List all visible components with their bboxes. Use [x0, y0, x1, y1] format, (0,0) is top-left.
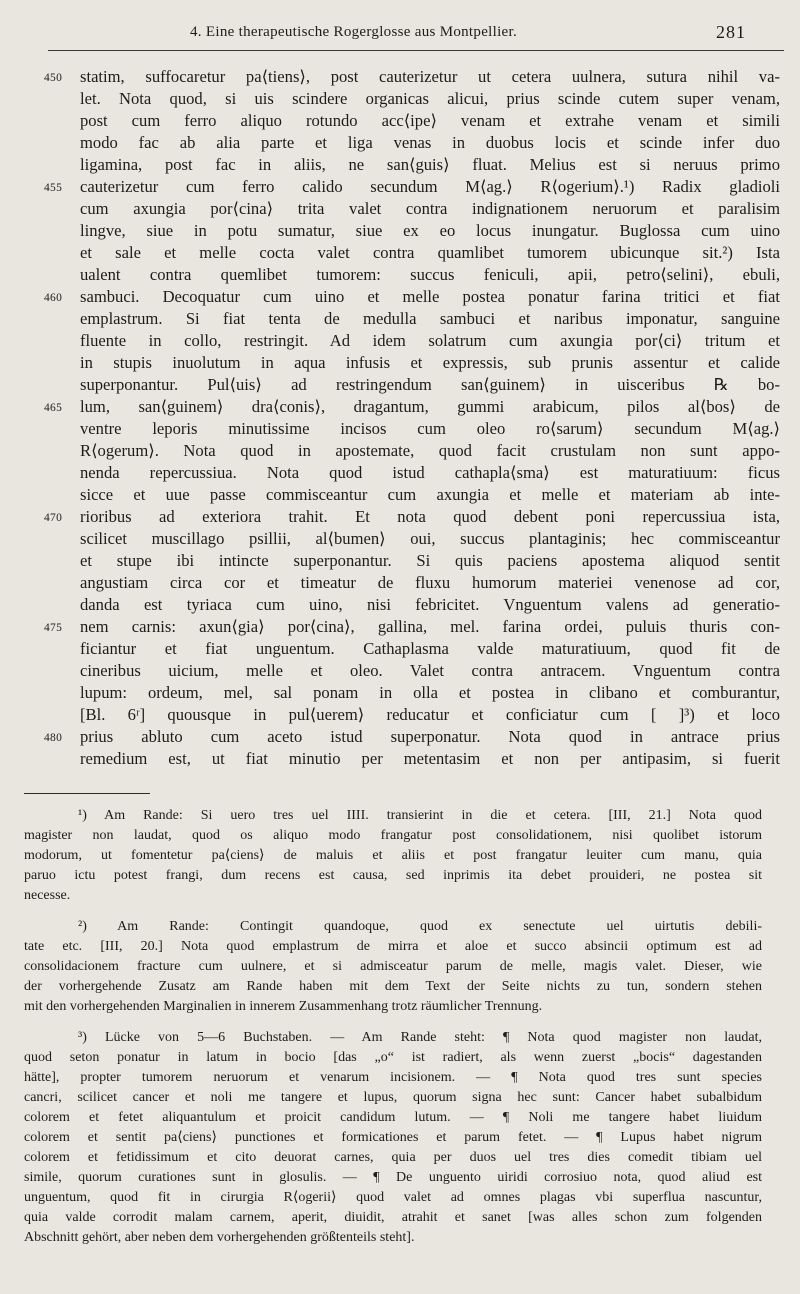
footnote-line: Abschnitt gehört, aber neben dem vorhergehenden größtenteils steht].	[24, 1230, 415, 1245]
line-text: sicce et uue passe commisceantur cum axungia et melle et materiam ab inte-	[80, 485, 780, 504]
footnote-line: mit den vorhergehenden Marginalien in innerem Zusammenhang trotz räumlicher Trennung.	[24, 999, 543, 1014]
text-line	[44, 616, 780, 638]
text-line	[80, 308, 780, 330]
line-text: prius abluto cum aceto istud superponatur. Nota quod in antrace prius	[80, 727, 780, 746]
page-number: 281	[716, 22, 746, 42]
footnote-rule	[24, 793, 150, 794]
text-line	[80, 198, 780, 220]
footnote-line: modorum, ut fomentetur pa⟨ciens⟩ de maluis et aliis et post frangatur leuiter cum manu, quia	[24, 848, 762, 863]
line-text: superponantur. Pul⟨uis⟩ ad restringendum san⟨guinem⟩ in uisceribus ℞ bo-	[80, 375, 780, 394]
footnote-line: tate etc. [III, 20.] Nota quod emplastrum de mirra et aloe et succo absincii optimum est ad	[24, 939, 762, 954]
text-line	[80, 528, 780, 550]
line-text: et sale et melle cocta valet contra quamlibet tumorem ubicunque sit.²) Ista	[80, 243, 780, 262]
line-text: in stupis inuolutum in aqua infusis et expressis, sub prunis assentur et calide	[80, 353, 780, 372]
line-text: lupum: ordeum, mel, sal ponam in olla et postea in clibano et comburantur,	[80, 683, 780, 702]
footnote-line: consolidacionem fracture cum uulnere, et si admisceatur parum de melle, magis valet. Dieser, wie	[24, 959, 762, 974]
footnote-fn1	[24, 806, 762, 906]
running-head: 4. Eine therapeutische Rogerglosse aus Montpellier.	[190, 24, 518, 40]
line-text: rioribus ad exteriora trahit. Et nota quod debent poni repercussiua ista,	[80, 507, 780, 526]
text-line	[80, 594, 780, 616]
line-text: fluente in collo, restringit. Ad idem solatrum cum axungia por⟨ci⟩ tritum et	[80, 331, 780, 350]
line-text: ualent contra quemlibet tumorem: succus feniculi, apii, petro⟨selini⟩, ebuli,	[80, 265, 780, 284]
footnote-line: ¹) Am Rande: Si uero tres uel IIII. transierint in die et cetera. [III, 21.] Nota quod	[78, 808, 762, 823]
line-text: et stupe ibi intincte superponantur. Si quis paciens apostema aliquod sentit	[80, 551, 780, 570]
header-rule	[48, 50, 784, 51]
footnotes	[24, 806, 762, 1259]
footnote-line: simile, quorum curationes sunt in glosulis. — ¶ De unguento uiridi corrosiuo nota, quod aliud est	[24, 1170, 762, 1185]
text-line	[80, 132, 780, 154]
footnote-fn2	[24, 917, 762, 1017]
footnote-line: paruo ictu potest frangi, dum recens est causa, sed inprimis ita debet prouideri, ne postea sit	[24, 868, 762, 883]
footnote-line: ²) Am Rande: Contingit quandoque, quod ex senectute uel uirtutis debili-	[78, 919, 762, 934]
line-text: ligamina, post fac in aliis, ne san⟨guis⟩ fluat. Melius est si neruus primo	[80, 155, 780, 174]
footnote-line: colorem et sentit pa⟨ciens⟩ punctiones et formicationes et parum fetet. — ¶ Lupus habet nigrum	[24, 1130, 762, 1145]
text-line	[80, 264, 780, 286]
footnote-fn3	[24, 1028, 762, 1248]
text-line	[80, 572, 780, 594]
line-text: remedium est, ut fiat minutio per metentasim et non per antipasim, si fuerit	[80, 749, 780, 768]
text-line	[44, 396, 780, 418]
text-line	[80, 704, 780, 726]
line-number: 470	[44, 512, 63, 524]
line-text: [Bl. 6ʳ] quousque in pul⟨uerem⟩ reducatur et conficiatur cum [ ]³) et loco	[80, 705, 780, 724]
text-line	[80, 220, 780, 242]
text-line	[80, 550, 780, 572]
line-text: statim, suffocaretur pa⟨tiens⟩, post cauterizetur ut cetera uulnera, sutura nihil va-	[80, 67, 780, 86]
line-text: danda est tyriaca cum uino, nisi febricitet. Vnguentum valens ad generatio-	[80, 595, 780, 614]
line-text: cum axungia por⟨cina⟩ trita valet contra indignationem neruorum et paralisim	[80, 199, 780, 218]
line-number: 450	[44, 72, 63, 84]
main-text	[44, 66, 780, 770]
line-number: 465	[44, 402, 63, 414]
footnote-line: necesse.	[24, 888, 71, 903]
text-line	[44, 506, 780, 528]
text-line	[80, 660, 780, 682]
footnote-line: quod seton ponatur in latum in bocio [das „o“ ist radiert, als wenn zuerst „bocis“ dagestanden	[24, 1050, 762, 1065]
line-text: ficiantur et fiat unguentum. Cathaplasma valde maturatiuum, quod fit de	[80, 639, 780, 658]
text-line	[80, 374, 780, 396]
line-number: 460	[44, 292, 63, 304]
line-number: 480	[44, 732, 63, 744]
line-text: lingve, siue in potu sumatur, siue ex eo locus inungatur. Buglossa cum uino	[80, 221, 780, 240]
text-line	[44, 66, 780, 88]
text-line	[44, 286, 780, 308]
line-text: R⟨ogerum⟩. Nota quod in apostemate, quod facit crustulam non sunt appo-	[80, 441, 780, 460]
text-line	[80, 154, 780, 176]
line-text: post cum ferro aliquo rotundo acc⟨ipe⟩ venam et extrahe venam et simili	[80, 111, 780, 130]
text-line	[80, 88, 780, 110]
text-line	[80, 352, 780, 374]
text-line	[44, 176, 780, 198]
footnote-line: ³) Lücke von 5—6 Buchstaben. — Am Rande steht: ¶ Nota quod magister non laudat,	[78, 1030, 762, 1045]
footnote-line: magister non laudat, quod os aliquo modo frangatur post consolidationem, nisi quolibet istorum	[24, 828, 762, 843]
page-header	[0, 24, 800, 48]
line-text: cauterizetur cum ferro calido secundum M⟨ag.⟩ R⟨ogerium⟩.¹) Radix gladioli	[80, 177, 780, 196]
line-text: let. Nota quod, si uis scindere organicas alicui, prius scinde cutem super venam,	[80, 89, 780, 108]
text-line	[80, 638, 780, 660]
text-line	[80, 682, 780, 704]
text-line	[80, 440, 780, 462]
line-text: lum, san⟨guinem⟩ dra⟨conis⟩, dragantum, gummi arabicum, pilos al⟨bos⟩ de	[80, 397, 780, 416]
text-line	[80, 110, 780, 132]
text-line	[80, 418, 780, 440]
line-text: scilicet muscillago psillii, al⟨bumen⟩ oui, succus plantaginis; hec commisceantur	[80, 529, 780, 548]
footnote-line: cancri, scilicet cancer et noli me tangere et lupus, quorum signa hec sunt: Cancer habet subalbidum	[24, 1090, 762, 1105]
footnote-line: colorem et fetet aliquantulum et proicit candidum lutum. — ¶ Noli me tangere habet liuidum	[24, 1110, 762, 1125]
line-text: angustiam circa cor et timeatur de fluxu humorum materiei venenose ad cor,	[80, 573, 780, 592]
text-line	[80, 242, 780, 264]
line-text: nenda repercussiua. Nota quod istud cathapla⟨sma⟩ est maturatiuum: ficus	[80, 463, 780, 482]
line-text: modo fac ab alia parte et liga venas in duobus locis et scinde infer duo	[80, 133, 780, 152]
text-line	[44, 726, 780, 748]
footnote-line: colorem et fetidissimum et cito deuorat carnes, quia per duos uel tres dies comedit tibiam uel	[24, 1150, 762, 1165]
line-text: nem carnis: axun⟨gia⟩ por⟨cina⟩, gallina, mel. farina ordei, puluis thuris con-	[80, 617, 780, 636]
line-text: emplastrum. Si fiat tenta de medulla sambuci et naribus imponatur, sanguine	[80, 309, 780, 328]
line-number: 455	[44, 182, 63, 194]
line-text: sambuci. Decoquatur cum uino et melle postea ponatur farina tritici et fiat	[80, 287, 780, 306]
line-text: cineribus uicium, melle et oleo. Valet contra antracem. Vnguentum contra	[80, 661, 780, 680]
footnote-line: hätte], propter tumorem neruorum et venarum incisionem. — ¶ Nota quod tres sunt species	[24, 1070, 762, 1085]
text-line	[80, 748, 780, 770]
footnote-line: unguentum, quod fit in cirurgia R⟨ogerii⟩ quod valet ad omnes plagas vbi superflua nascuntur,	[24, 1190, 762, 1205]
text-line	[80, 462, 780, 484]
line-text: ventre leporis minutissime incisos cum oleo ro⟨sarum⟩ secundum M⟨ag.⟩	[80, 419, 780, 438]
line-number: 475	[44, 622, 63, 634]
text-line	[80, 484, 780, 506]
footnote-line: der vorhergehende Zusatz am Rande haben mit dem Text der Seite nichts zu tun, sondern stehen	[24, 979, 762, 994]
footnote-line: quia valde corrodit malam carnem, aperit, diuidit, atrahit et sanet [was alles schon zum folgenden	[24, 1210, 762, 1225]
text-line	[80, 330, 780, 352]
